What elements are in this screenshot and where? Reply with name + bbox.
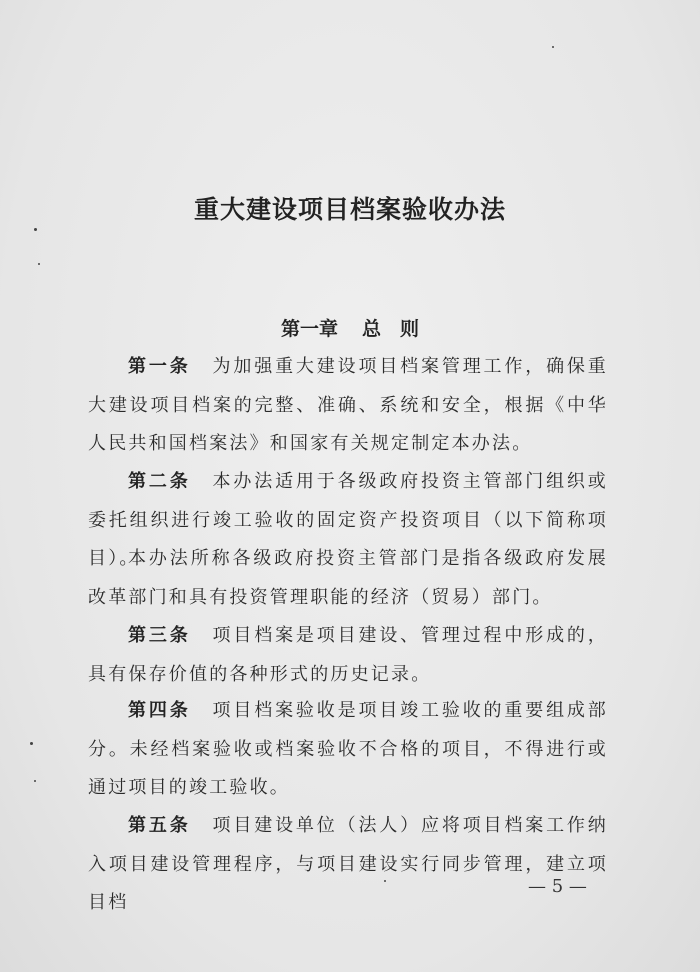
article-label: 第二条 [128,471,191,492]
chapter-heading [0,314,700,341]
article-paragraph [88,540,608,617]
scan-speck [34,228,37,231]
article-paragraph [88,617,608,694]
scan-speck [384,880,386,882]
article-label: 第五条 [128,815,191,836]
document-title: 重大建设项目档案验收办法 [193,195,506,224]
article-text: 项目档案是项目建设、管理过程中形成的，具有保存价值的各种形式的历史记录。 [88,625,608,685]
article-text: 项目档案验收是项目竣工验收的重要组成部分。未经档案验收或档案验收不合格的项目，不得进行或通过项目的竣工验收。 [88,700,608,798]
article-paragraph [88,807,608,923]
scan-speck [30,742,33,745]
chapter-name: 总 则 [362,318,420,340]
article-label: 第一条 [128,356,191,377]
article-text: 本办法适用于各级政府投资主管部门组织或委托组织进行竣工验收的固定资产投资项目（以下简称项目）。 [88,471,608,569]
article-label: 第四条 [128,700,191,721]
chapter-number: 第一章 [280,318,338,340]
scan-speck [552,46,554,48]
scan-speck [38,263,40,265]
article-text: 为加强重大建设项目档案管理工作，确保重大建设项目档案的完整、准确、系统和安全，根据《中华人民共和国档案法》和国家有关规定制定本办法。 [88,356,608,454]
scan-speck [34,780,36,782]
article-text: 本办法所称各级政府投资主管部门是指各级政府发展改革部门和具有投资管理职能的经济（贸易）部门。 [88,548,608,608]
article-paragraph [88,348,608,464]
article-paragraph [88,692,608,808]
article-label: 第三条 [128,625,191,646]
page-number: — 5 — [528,876,587,897]
article-text: 项目建设单位（法人）应将项目档案工作纳入项目建设管理程序，与项目建设实行同步管理，建立项目档 [88,815,608,913]
